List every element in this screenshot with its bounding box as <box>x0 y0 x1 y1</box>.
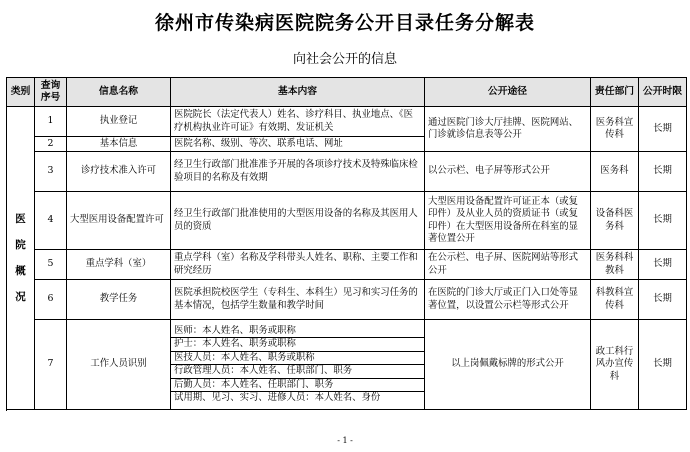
header-channel: 公开途径 <box>425 78 591 107</box>
category-char: 院 <box>15 239 26 251</box>
row-seq: 3 <box>35 152 67 192</box>
row-seq: 2 <box>35 137 67 152</box>
row-dept: 医务科 <box>591 152 639 192</box>
header-name: 信息名称 <box>67 78 171 107</box>
worker-line: 后勤人员：本人姓名、任职部门、职务 <box>171 379 424 393</box>
category-char: 况 <box>15 291 26 303</box>
row-channel: 在医院的门诊大厅或正门入口处等显著位置，以设置公示栏等形式公开 <box>425 280 591 320</box>
row-name: 大型医用设备配置许可 <box>67 192 171 250</box>
worker-line: 试用期、见习、实习、进修人员：本人姓名、身份 <box>174 392 381 403</box>
row-seq: 7 <box>35 320 67 410</box>
row-time: 长期 <box>639 320 687 410</box>
disclosure-table <box>6 77 687 410</box>
row-channel: 通过医院门诊大厅挂牌、医院网站、门诊就诊信息表等公开 <box>425 107 591 152</box>
document-subtitle: 向社会公开的信息 <box>292 52 397 67</box>
row-seq: 6 <box>35 280 67 320</box>
row-dept: 医务科宣传科 <box>591 107 639 152</box>
category-cell <box>7 107 35 410</box>
row-dept: 科教科宣传科 <box>591 280 639 320</box>
row-content: 医院承担院校医学生（专科生、本科生）见习和实习任务的基本情况，包括学生数量和教学时间 <box>171 280 425 320</box>
worker-line: 行政管理人员：本人姓名、任职部门、职务 <box>171 365 424 379</box>
worker-id-cell <box>171 320 425 410</box>
row-time: 长期 <box>639 152 687 192</box>
worker-line: 护士：本人姓名、职务或职称 <box>171 338 424 352</box>
header-dept: 责任部门 <box>591 78 639 107</box>
header-category: 类别 <box>7 78 35 107</box>
header-seq: 查询序号 <box>35 78 67 107</box>
row-dept: 设备科医务科 <box>591 192 639 250</box>
worker-line: 医师：本人姓名、职务或职称 <box>171 325 424 339</box>
row-name: 重点学科（室） <box>67 250 171 280</box>
worker-line: 医技人员：本人姓名、职务或职称 <box>171 352 424 366</box>
row-time: 长期 <box>639 250 687 280</box>
row-time: 长期 <box>639 280 687 320</box>
row-name: 教学任务 <box>67 280 171 320</box>
row-channel: 以上岗佩戴标牌的形式公开 <box>425 320 591 410</box>
row-dept: 医务科科教科 <box>591 250 639 280</box>
table-row <box>7 192 687 250</box>
table-row <box>7 280 687 320</box>
table-row <box>7 250 687 280</box>
category-char: 概 <box>15 265 26 277</box>
row-name: 工作人员识别 <box>67 320 171 410</box>
row-content: 重点学科（室）名称及学科带头人姓名、职称、主要工作和研究经历 <box>171 250 425 280</box>
row-content: 经卫生行政部门批准准予开展的各项诊疗技术及特殊临床检验项目的名称及有效期 <box>171 152 425 192</box>
row-content: 医院院长（法定代表人）姓名、诊疗科目、执业地点、《医疗机构执业许可证》有效期、发证机关 <box>171 107 425 137</box>
document-title: 徐州市传染病医院院务公开目录任务分解表 <box>154 12 535 34</box>
category-label <box>10 206 31 310</box>
table-header-row <box>7 78 687 107</box>
row-channel: 大型医用设备配置许可证正本（或复印件）及从业人员的资质证书（或复印件）在大型医用设备所在科室的显著位置公开 <box>425 192 591 250</box>
row-content: 经卫生行政部门批准使用的大型医用设备的名称及其医用人员的资质 <box>171 192 425 250</box>
row-name: 执业登记 <box>67 107 171 137</box>
header-content: 基本内容 <box>171 78 425 107</box>
row-dept: 政工科行风办宣传科 <box>591 320 639 410</box>
row-name: 基本信息 <box>67 137 171 152</box>
row-seq: 4 <box>35 192 67 250</box>
row-content: 医院名称、级别、等次、联系电话、网址 <box>171 137 425 152</box>
category-char: 医 <box>15 213 26 225</box>
row-seq: 5 <box>35 250 67 280</box>
row-time: 长期 <box>639 107 687 152</box>
row-seq: 1 <box>35 107 67 137</box>
header-time: 公开时限 <box>639 78 687 107</box>
table-row <box>7 152 687 192</box>
row-name: 诊疗技术准入许可 <box>67 152 171 192</box>
row-channel: 以公示栏、电子屏等形式公开 <box>425 152 591 192</box>
table-row <box>7 320 687 410</box>
table-row <box>7 107 687 137</box>
row-channel: 在公示栏、电子屏、医院网站等形式公开 <box>425 250 591 280</box>
row-time: 长期 <box>639 192 687 250</box>
page-number: - 1 - <box>337 436 353 445</box>
